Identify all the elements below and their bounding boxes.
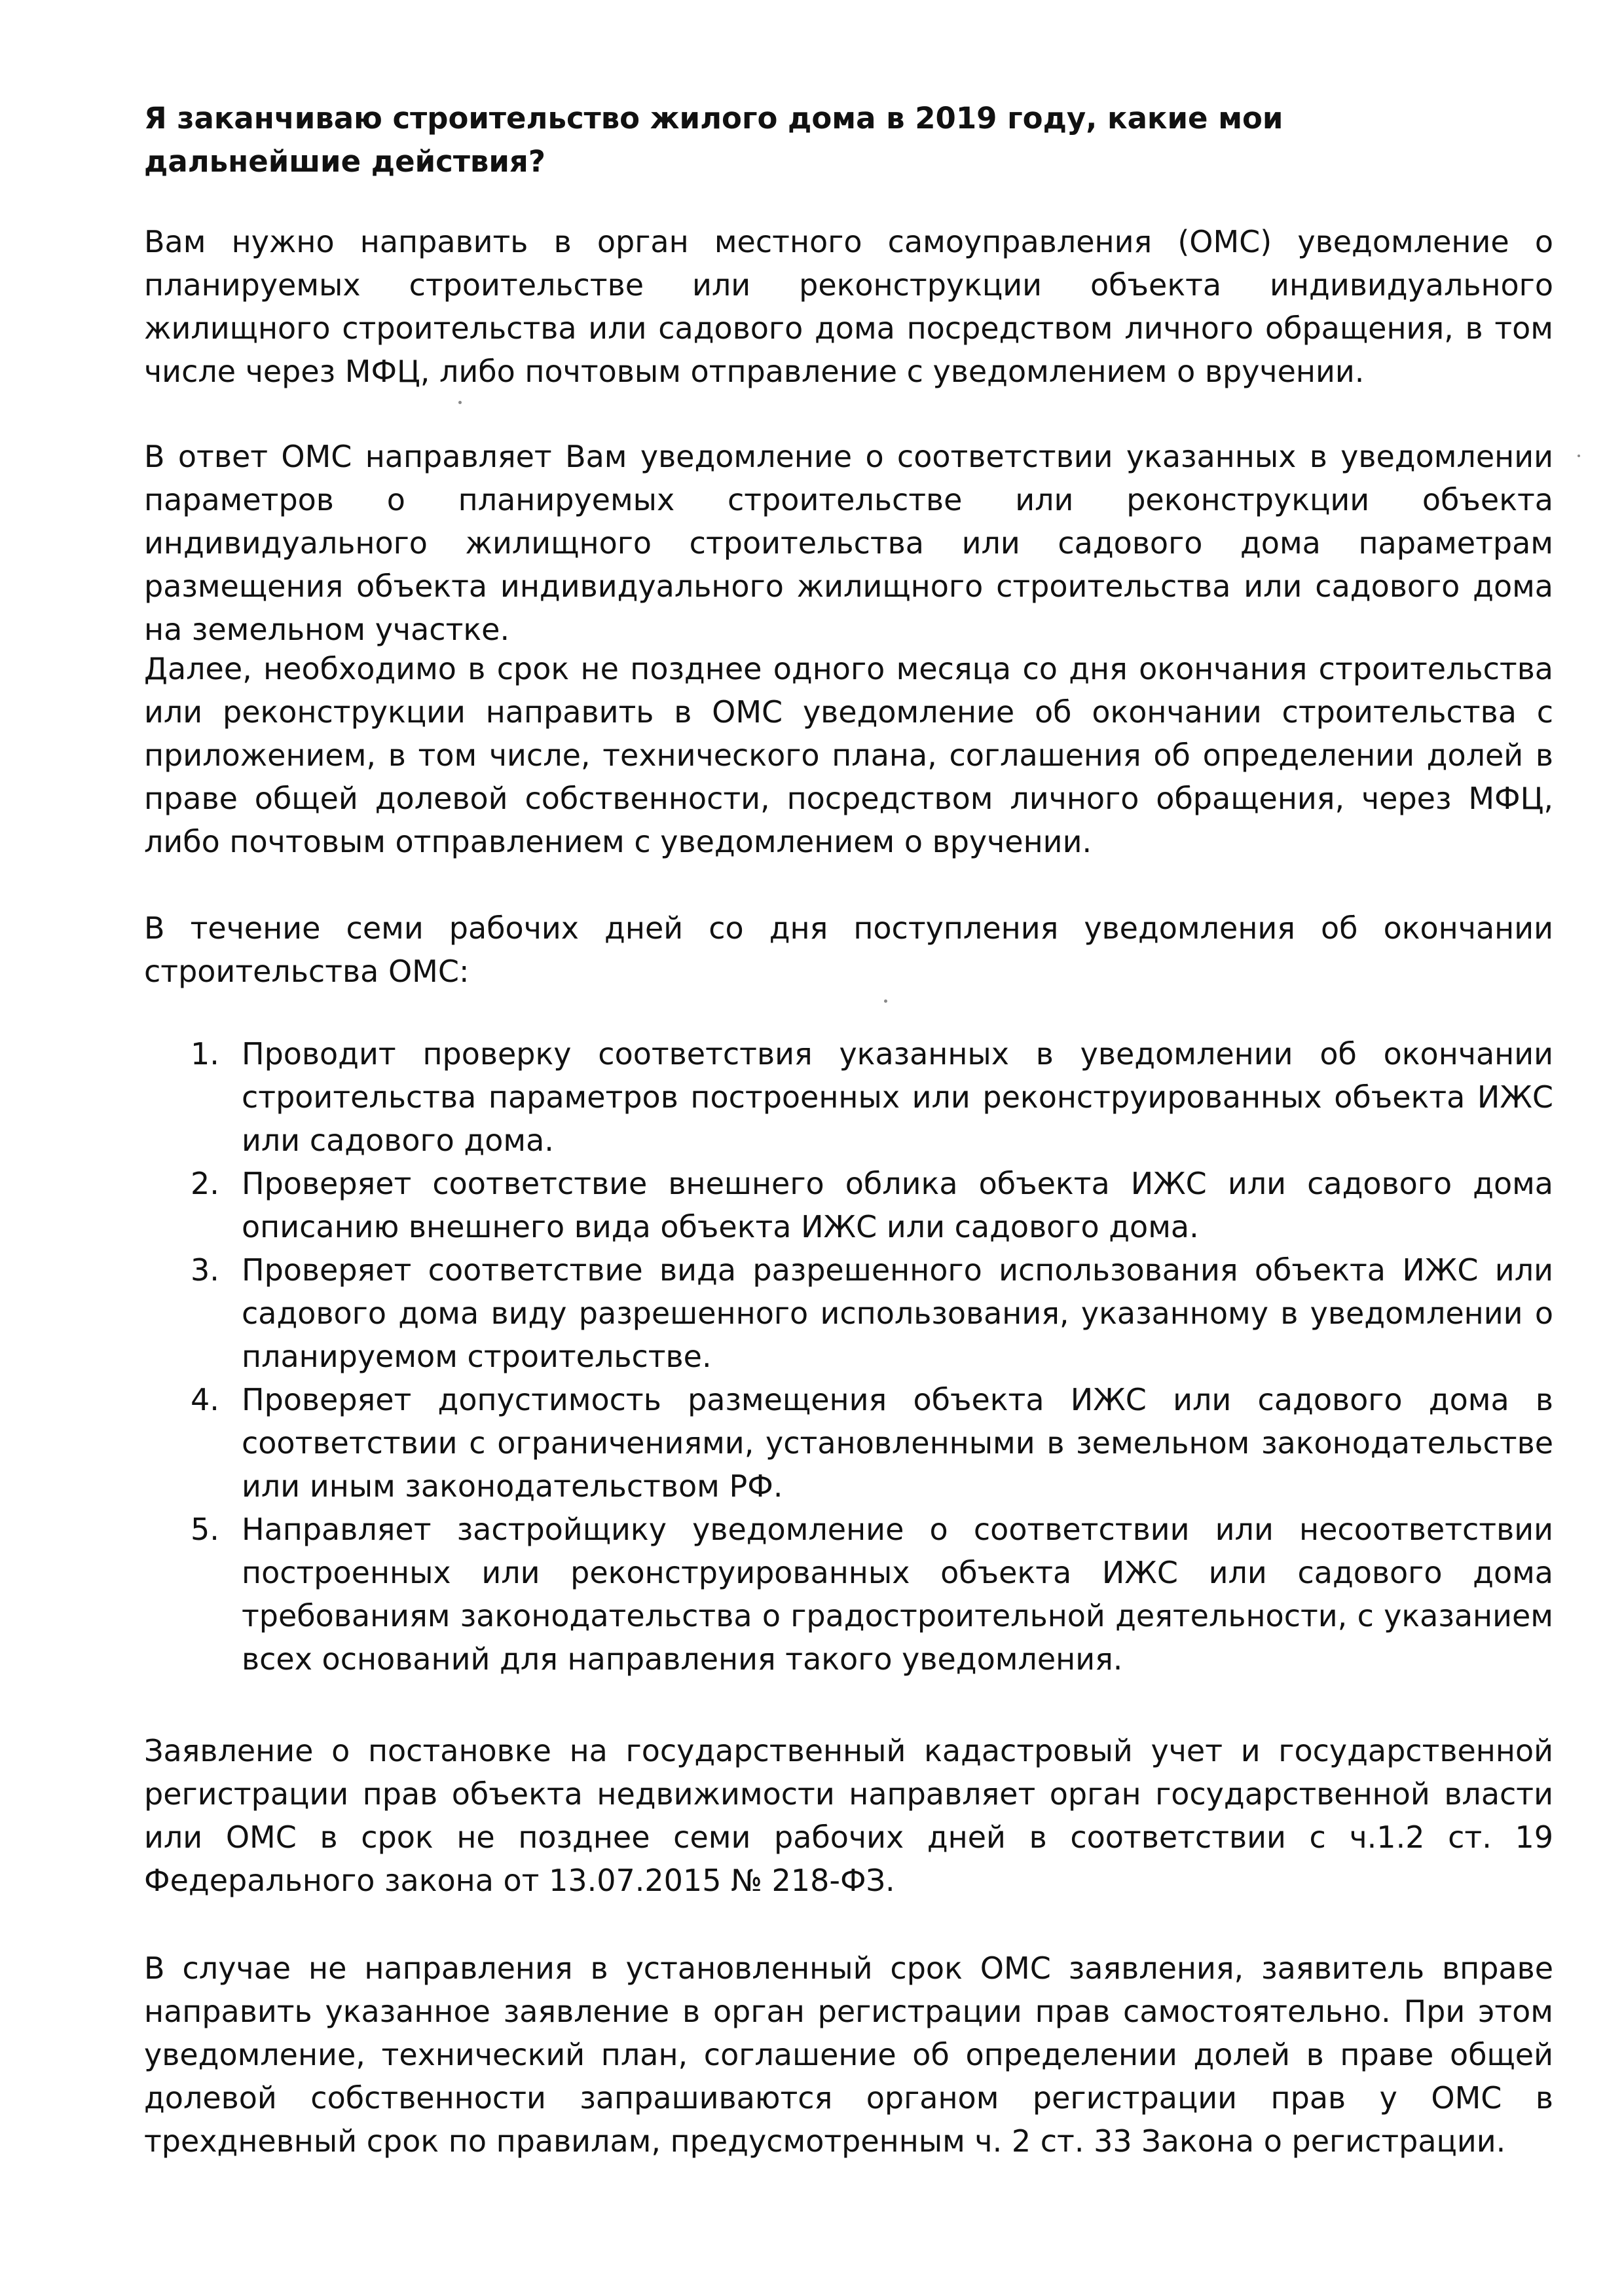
list-item: [180, 1162, 1553, 1248]
paragraph-notification: Вам нужно направить в орган местного самоуправления (ОМС) уведомление о планируемых строительстве или реконструкции объекта индивидуального жилищного строительства или садового дома посредством личного обращения, в том числе через МФЦ, либо почтовым отправление с уведомлением о вручении.: [144, 224, 1553, 389]
list-item-number: 2.: [191, 1166, 219, 1201]
list-item-number: 1.: [191, 1036, 219, 1072]
scan-speck: [884, 999, 887, 1003]
list-item-text: Проверяет соответствие внешнего облика объекта ИЖС или садового дома описанию внешнего вида объекта ИЖС или садового дома.: [242, 1166, 1553, 1244]
paragraph-self-submission: В случае не направления в установленный срок ОМС заявления, заявитель вправе направить указанное заявление в орган регистрации прав самостоятельно. При этом уведомление, технический план, соглашение об определении долей в праве общей долевой собственности запрашиваются органом регистрации прав у ОМС в трехдневный срок по правилам, предусмотренным ч. 2 ст. 33 Закона о регистрации.: [144, 1950, 1553, 2159]
list-item-number: 4.: [191, 1382, 219, 1417]
paragraph-response: В ответ ОМС направляет Вам уведомление о соответствии указанных в уведомлении параметров о планируемых строительстве или реконструкции объекта индивидуального жилищного строительства или садового дома параметрам размещения объекта индивидуального жилищного строительства или садового дома на земельном участке.: [144, 439, 1553, 647]
list-item-text: Направляет застройщику уведомление о соответствии или несоответствии построенных или реконструированных объекта ИЖС или садового дома требованиям законодательства о градостроительной деятельности, с указанием всех оснований для направления такого уведомления.: [242, 1512, 1553, 1677]
list-item: [180, 1378, 1553, 1508]
paragraph-list-intro: В течение семи рабочих дней со дня поступления уведомления об окончании строительства ОМС:: [144, 910, 1553, 989]
list-item-text: Проводит проверку соответствия указанных в уведомлении об окончании строительства параметров построенных или реконструированных объекта ИЖС или садового дома.: [242, 1036, 1553, 1158]
scan-speck: [1578, 455, 1580, 457]
list-item: [180, 1248, 1553, 1378]
list-item: [180, 1508, 1553, 1681]
paragraph-cadastral-application: Заявление о постановке на государственный кадастровый учет и государственной регистрации прав объекта недвижимости направляет орган государственной власти или ОМС в срок не позднее семи рабочих дней в соответствии с ч.1.2 ст. 19 Федерального закона от 13.07.2015 № 218-ФЗ.: [144, 1733, 1553, 1898]
list-item-number: 3.: [191, 1252, 219, 1288]
list-item-number: 5.: [191, 1512, 219, 1547]
oms-actions-list: [180, 1032, 1553, 1681]
list-item-text: Проверяет допустимость размещения объекта ИЖС или садового дома в соответствии с ограничениями, установленными в земельном законодательстве или иным законодательством РФ.: [242, 1382, 1553, 1504]
paragraph-completion-notice: Далее, необходимо в срок не позднее одного месяца со дня окончания строительства или реконструкции направить в ОМС уведомление об окончании строительства с приложением, в том числе, технического плана, соглашения об определении долей в праве общей долевой собственности, посредством личного обращения, через МФЦ, либо почтовым отправлением с уведомлением о вручении.: [144, 651, 1553, 859]
list-item: [180, 1032, 1553, 1162]
list-item-text: Проверяет соответствие вида разрешенного использования объекта ИЖС или садового дома виду разрешенного использования, указанному в уведомлении о планируемом строительстве.: [242, 1252, 1553, 1374]
document-title: Я заканчиваю строительство жилого дома в 2019 году, какие мои дальнейшие действия?: [144, 101, 1283, 179]
scan-speck: [458, 401, 462, 404]
